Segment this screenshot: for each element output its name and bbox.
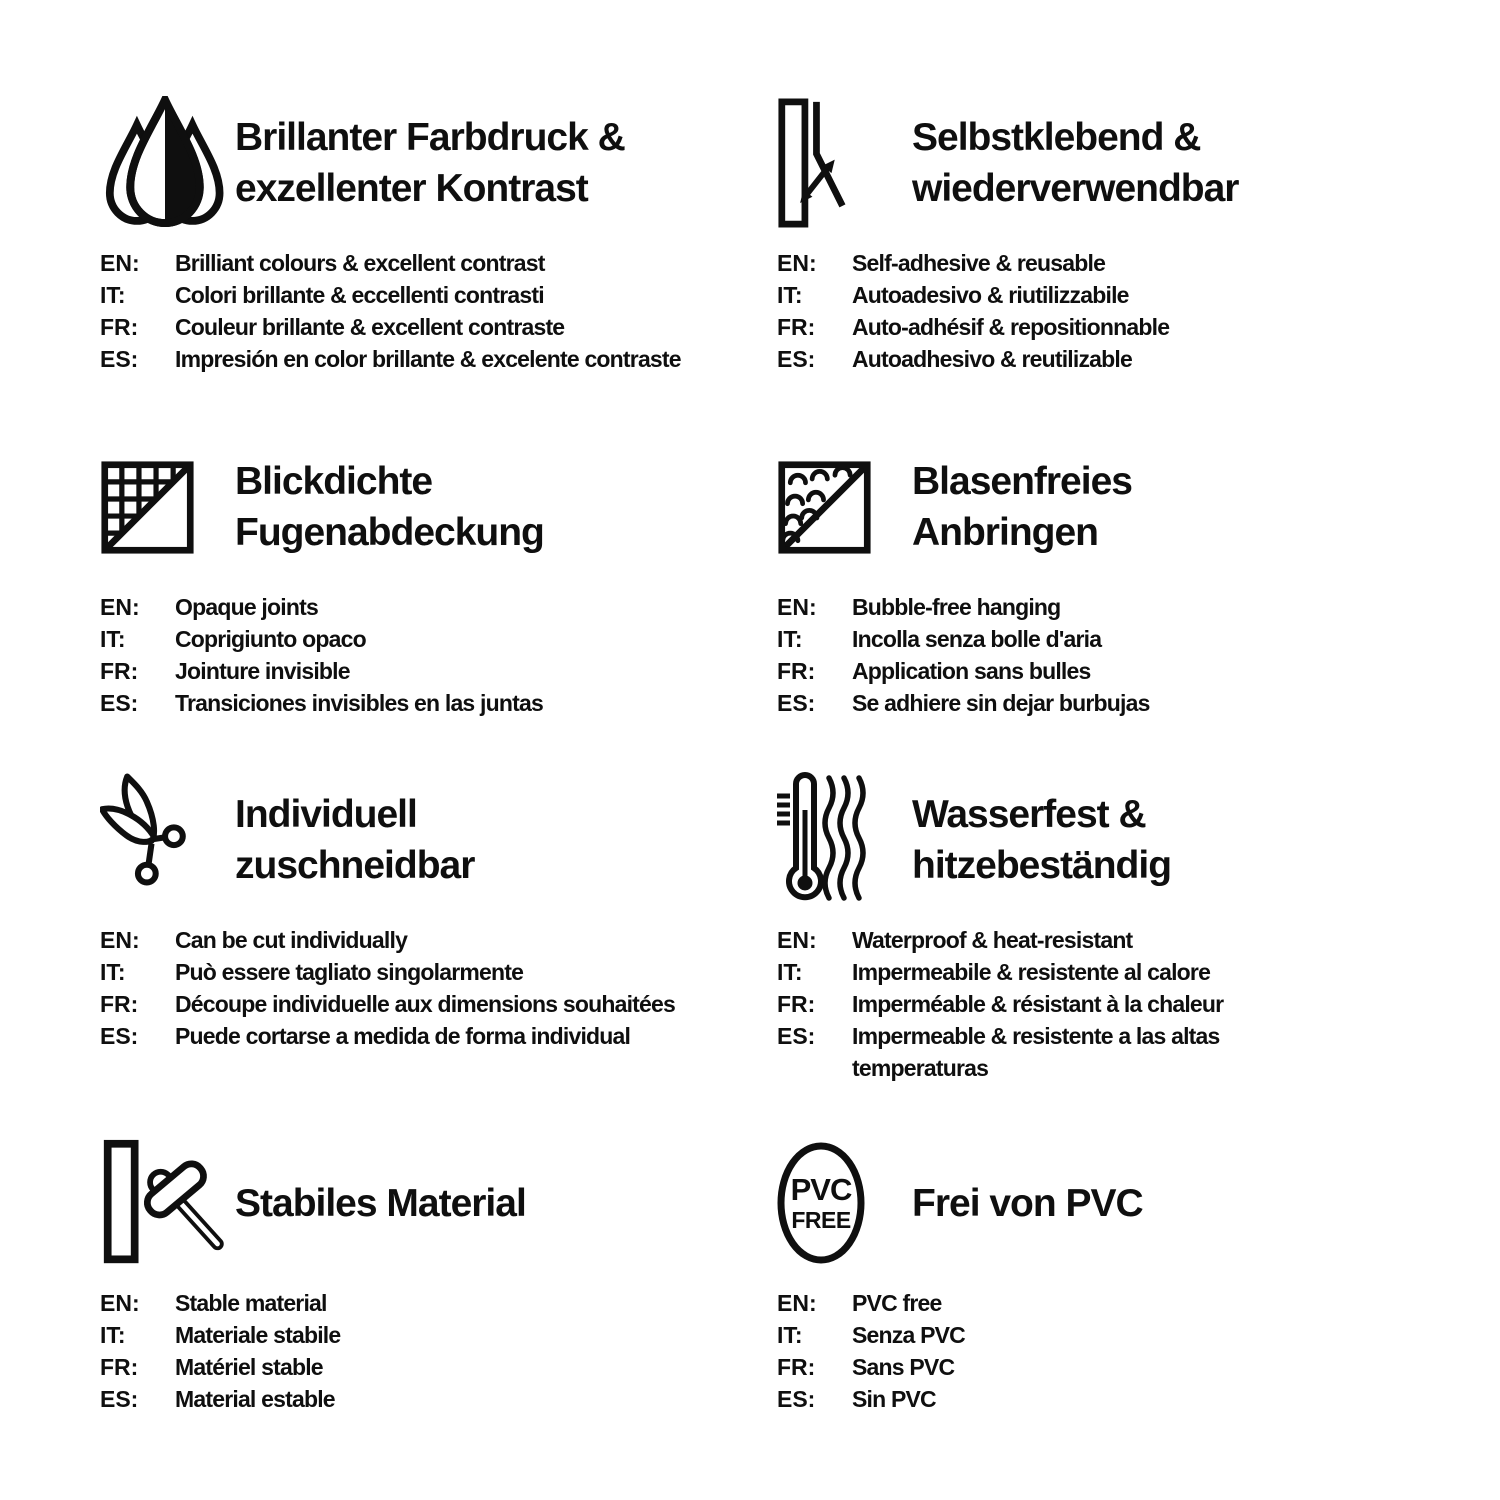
lang-label: IT:	[777, 959, 803, 985]
translations	[100, 591, 777, 719]
lang-label: IT:	[100, 1322, 126, 1348]
feature-head	[777, 770, 1454, 910]
ink-drops-icon	[100, 96, 235, 230]
translation-row	[777, 924, 1454, 956]
feature-bubble-free	[777, 437, 1454, 770]
translations	[100, 924, 777, 1052]
translation-text: Impermeable & resistente a las altas temperaturas	[852, 1023, 1220, 1081]
translation-text: Jointure invisible	[175, 658, 350, 684]
lang-label: FR:	[777, 314, 816, 340]
lang-label: EN:	[777, 1290, 817, 1316]
feature-title: Selbstklebend & wiederverwendbar	[912, 116, 1239, 210]
lang-label: ES:	[100, 690, 139, 716]
feature-title: Stabiles Material	[235, 1181, 526, 1225]
hammer-panel-icon	[100, 1138, 235, 1268]
feature-waterproof	[777, 770, 1454, 1133]
translation-text: Incolla senza bolle d'aria	[852, 626, 1102, 652]
feature-head	[100, 93, 777, 233]
feature-pvc-free	[777, 1133, 1454, 1415]
lang-label: EN:	[100, 250, 140, 276]
lang-label: FR:	[777, 658, 816, 684]
lang-label: FR:	[100, 1354, 139, 1380]
pvc-badge-line1: PVC	[790, 1171, 852, 1207]
translation-row	[100, 924, 777, 956]
translation-text: Can be cut individually	[175, 927, 408, 953]
translation-text: Transiciones invisibles en las juntas	[175, 690, 543, 716]
translation-text: Autoadesivo & riutilizzabile	[852, 282, 1129, 308]
lang-label: EN:	[777, 927, 817, 953]
translation-text: Materiale stabile	[175, 1322, 341, 1348]
translation-text: PVC free	[852, 1290, 942, 1316]
translation-text: Material estable	[175, 1386, 335, 1412]
translation-row	[100, 687, 777, 719]
feature-title: Individuell zuschneidbar	[235, 793, 475, 887]
lang-label: FR:	[100, 991, 139, 1017]
translation-row	[100, 956, 777, 988]
translation-text: Waterproof & heat-resistant	[852, 927, 1133, 953]
lang-label: EN:	[777, 250, 817, 276]
opaque-joints-icon	[100, 460, 235, 555]
translation-text: Stable material	[175, 1290, 327, 1316]
translation-text: Colori brillante & eccellenti contrasti	[175, 282, 544, 308]
translation-row	[777, 247, 1454, 279]
bubble-free-icon	[777, 460, 912, 555]
peel-off-arrow-icon	[777, 98, 912, 228]
translation-text: Découpe individuelle aux dimensions souhaitées	[175, 991, 676, 1017]
translation-text: Sin PVC	[852, 1386, 936, 1412]
translations	[777, 924, 1454, 1084]
lang-label: ES:	[100, 1023, 139, 1049]
translation-row	[777, 655, 1454, 687]
translations	[777, 247, 1454, 375]
thermometer-heat-icon	[777, 772, 912, 909]
translation-row	[777, 988, 1454, 1020]
lang-label: ES:	[777, 1386, 816, 1412]
translation-row	[777, 1020, 1454, 1084]
translation-row	[100, 1383, 777, 1415]
pvc-free-badge-icon	[777, 1142, 912, 1265]
lang-label: IT:	[100, 282, 126, 308]
translation-text: Se adhiere sin dejar burbujas	[852, 690, 1150, 716]
feature-title: Blasenfreies Anbringen	[912, 460, 1132, 554]
translation-text: Sans PVC	[852, 1354, 955, 1380]
translation-row	[100, 279, 777, 311]
feature-head	[100, 437, 777, 577]
translation-row	[777, 311, 1454, 343]
lang-label: ES:	[777, 346, 816, 372]
feature-brilliant-print	[100, 93, 777, 437]
lang-label: ES:	[100, 346, 139, 372]
lang-label: IT:	[777, 1322, 803, 1348]
lang-label: IT:	[777, 282, 803, 308]
translation-row	[777, 591, 1454, 623]
translation-row	[100, 1287, 777, 1319]
translation-row	[100, 311, 777, 343]
translation-text: Senza PVC	[852, 1322, 965, 1348]
translation-row	[100, 1351, 777, 1383]
lang-label: FR:	[777, 1354, 816, 1380]
translation-text: Opaque joints	[175, 594, 318, 620]
translation-row	[777, 1319, 1454, 1351]
translation-text: Impresión en color brillante & excelente contraste	[175, 346, 681, 372]
translation-row	[777, 343, 1454, 375]
translation-text: Matériel stable	[175, 1354, 323, 1380]
translations	[777, 591, 1454, 719]
feature-opaque-joints	[100, 437, 777, 770]
lang-label: IT:	[100, 626, 126, 652]
translation-row	[100, 655, 777, 687]
translation-row	[777, 1287, 1454, 1319]
translation-text: Self-adhesive & reusable	[852, 250, 1106, 276]
feature-title: Frei von PVC	[912, 1181, 1143, 1225]
translation-text: Couleur brillante & excellent contraste	[175, 314, 565, 340]
translations	[100, 1287, 777, 1415]
translation-row	[777, 623, 1454, 655]
translation-row	[100, 623, 777, 655]
translation-text: Impermeabile & resistente al calore	[852, 959, 1211, 985]
feature-head	[100, 770, 777, 910]
feature-stable-material	[100, 1133, 777, 1415]
feature-head	[777, 1133, 1454, 1273]
lang-label: IT:	[100, 959, 126, 985]
lang-label: IT:	[777, 626, 803, 652]
translation-row	[777, 1351, 1454, 1383]
translation-text: Application sans bulles	[852, 658, 1091, 684]
translation-text: Auto-adhésif & repositionnable	[852, 314, 1170, 340]
lang-label: EN:	[100, 927, 140, 953]
feature-self-adhesive	[777, 93, 1454, 437]
feature-head	[100, 1133, 777, 1273]
translation-text: Imperméable & résistant à la chaleur	[852, 991, 1224, 1017]
lang-label: ES:	[100, 1386, 139, 1412]
feature-cut-individually	[100, 770, 777, 1133]
translation-row	[777, 956, 1454, 988]
translation-text: Coprigiunto opaco	[175, 626, 366, 652]
scissors-icon	[100, 770, 235, 910]
feature-head	[777, 93, 1454, 233]
translation-text: Brilliant colours & excellent contrast	[175, 250, 545, 276]
translation-row	[100, 247, 777, 279]
translation-text: Puede cortarse a medida de forma individual	[175, 1023, 631, 1049]
feature-title: Brillanter Farbdruck & exzellenter Kontrast	[235, 116, 625, 210]
lang-label: FR:	[100, 658, 139, 684]
lang-label: ES:	[777, 690, 816, 716]
translation-row	[777, 1383, 1454, 1415]
translation-text: Autoadhesivo & reutilizable	[852, 346, 1133, 372]
lang-label: EN:	[100, 594, 140, 620]
translation-text: Bubble-free hanging	[852, 594, 1061, 620]
translation-row	[777, 687, 1454, 719]
translation-row	[100, 988, 777, 1020]
feature-head	[777, 437, 1454, 577]
translation-row	[777, 279, 1454, 311]
lang-label: ES:	[777, 1023, 816, 1049]
lang-label: EN:	[100, 1290, 140, 1316]
lang-label: FR:	[777, 991, 816, 1017]
translation-row	[100, 1319, 777, 1351]
lang-label: EN:	[777, 594, 817, 620]
lang-label: FR:	[100, 314, 139, 340]
translation-row	[100, 343, 777, 375]
feature-title: Wasserfest & hitzebeständig	[912, 793, 1172, 887]
translation-text: Può essere tagliato singolarmente	[175, 959, 524, 985]
pvc-badge-line2: FREE	[791, 1206, 851, 1233]
translations	[777, 1287, 1454, 1415]
translation-row	[100, 1020, 777, 1052]
feature-title: Blickdichte Fugenabdeckung	[235, 460, 544, 554]
translation-row	[100, 591, 777, 623]
translations	[100, 247, 777, 375]
